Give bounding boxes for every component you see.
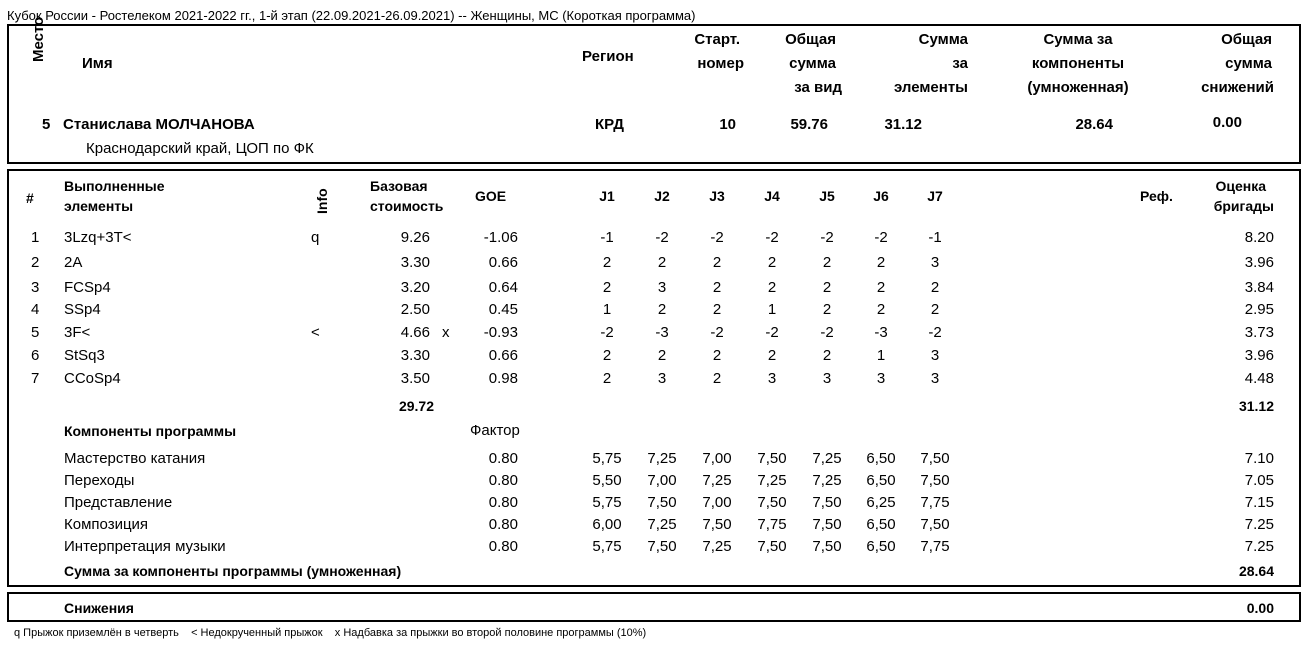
start-header-1: Старт. xyxy=(694,31,740,48)
elements-header-2: элементы xyxy=(64,198,134,214)
component-name: Мастерство катания xyxy=(64,450,206,467)
skater-club: Краснодарский край, ЦОП по ФК xyxy=(86,140,314,157)
goe-header: GOE xyxy=(475,188,507,204)
component-factor: 0.80 xyxy=(488,516,518,533)
element-judge-1: 2 xyxy=(602,254,612,271)
element-score: 3.96 xyxy=(1244,254,1274,271)
judge-header-3: J3 xyxy=(709,188,725,204)
component-judge-4: 7,75 xyxy=(757,516,787,533)
element-judge-7: -2 xyxy=(928,324,942,341)
element-score: 3.84 xyxy=(1244,279,1274,296)
components-header: Компоненты программы xyxy=(64,423,237,439)
element-name: StSq3 xyxy=(64,347,105,364)
element-judge-3: 2 xyxy=(712,279,722,296)
element-judge-7: 2 xyxy=(930,279,940,296)
tss-header-3: за вид xyxy=(794,79,842,96)
component-factor: 0.80 xyxy=(488,472,518,489)
element-judge-1: 2 xyxy=(602,279,612,296)
element-judge-3: 2 xyxy=(712,254,722,271)
component-judge-2: 7,25 xyxy=(647,516,677,533)
element-judge-4: 2 xyxy=(767,254,777,271)
element-judge-3: 2 xyxy=(712,301,722,318)
skater-rank: 5 xyxy=(42,116,51,133)
tes-header-2: за xyxy=(952,55,968,72)
skater-tss: 59.76 xyxy=(790,116,828,133)
element-judge-1: -2 xyxy=(600,324,614,341)
element-judge-6: 2 xyxy=(876,254,886,271)
element-num: 3 xyxy=(31,279,40,296)
element-num: 5 xyxy=(31,324,40,341)
component-judge-6: 6,50 xyxy=(866,450,896,467)
deductions-score: 0.00 xyxy=(1246,600,1274,616)
tes-header-1: Сумма xyxy=(918,31,968,48)
element-goe: 0.66 xyxy=(488,347,518,364)
element-judge-4: -2 xyxy=(765,324,779,341)
component-judge-4: 7,50 xyxy=(757,538,787,555)
element-judge-2: 2 xyxy=(657,301,667,318)
element-judge-1: 2 xyxy=(602,370,612,387)
element-num: 1 xyxy=(31,229,40,246)
component-judge-1: 5,50 xyxy=(592,472,622,489)
element-judge-2: 2 xyxy=(657,347,667,364)
element-judge-6: 2 xyxy=(876,301,886,318)
component-judge-3: 7,25 xyxy=(702,538,732,555)
element-judge-1: -1 xyxy=(600,229,614,246)
component-judge-4: 7,25 xyxy=(757,472,787,489)
tss-header-2: сумма xyxy=(789,55,836,72)
component-name: Композиция xyxy=(64,516,149,533)
ded-header-3: снижений xyxy=(1201,79,1274,96)
pcs-header-3: (умноженная) xyxy=(1027,79,1129,96)
element-judge-7: -1 xyxy=(928,229,942,246)
element-judge-5: -2 xyxy=(820,324,834,341)
judge-header-2: J2 xyxy=(654,188,670,204)
element-judge-7: 3 xyxy=(930,254,940,271)
component-score: 7.25 xyxy=(1244,538,1274,555)
component-judge-5: 7,50 xyxy=(812,538,842,555)
skater-start-no: 10 xyxy=(719,116,736,133)
skater-name: Станислава МОЛЧАНОВА xyxy=(63,116,255,133)
judge-header-5: J5 xyxy=(819,188,835,204)
element-judge-4: 3 xyxy=(767,370,777,387)
tes-header-3: элементы xyxy=(893,79,968,96)
judge-header-6: J6 xyxy=(873,188,889,204)
component-judge-5: 7,50 xyxy=(812,516,842,533)
element-name: 2A xyxy=(64,254,83,271)
component-judge-6: 6,50 xyxy=(866,516,896,533)
element-judge-1: 2 xyxy=(602,347,612,364)
component-judge-5: 7,50 xyxy=(812,494,842,511)
element-name: 3F< xyxy=(64,324,91,341)
element-judge-6: -2 xyxy=(874,229,888,246)
component-judge-3: 7,25 xyxy=(702,472,732,489)
element-num: 7 xyxy=(31,370,40,387)
component-factor: 0.80 xyxy=(488,494,518,511)
element-goe: 0.66 xyxy=(488,254,518,271)
num-header: # xyxy=(26,190,34,206)
element-judge-2: 3 xyxy=(657,279,667,296)
component-judge-1: 5,75 xyxy=(592,494,622,511)
element-num: 6 xyxy=(31,347,40,364)
component-judge-6: 6,50 xyxy=(866,472,896,489)
element-num: 4 xyxy=(31,301,40,318)
component-name: Представление xyxy=(64,494,173,511)
element-judge-4: 1 xyxy=(767,301,777,318)
element-base: 9.26 xyxy=(400,229,430,246)
deductions-box xyxy=(7,592,1301,622)
deductions-label: Снижения xyxy=(64,600,134,616)
element-score: 3.96 xyxy=(1244,347,1274,364)
element-judge-2: -3 xyxy=(655,324,669,341)
element-judge-5: -2 xyxy=(820,229,834,246)
skater-ded: 0.00 xyxy=(1212,114,1242,131)
component-judge-7: 7,75 xyxy=(920,494,950,511)
element-judge-4: 2 xyxy=(767,347,777,364)
component-judge-2: 7,00 xyxy=(647,472,677,489)
component-judge-1: 6,00 xyxy=(592,516,622,533)
components-total-label: Сумма за компоненты программы (умноженная) xyxy=(64,563,402,579)
element-goe: 0.64 xyxy=(488,279,518,296)
component-judge-2: 7,50 xyxy=(647,538,677,555)
element-judge-6: 3 xyxy=(876,370,886,387)
skater-pcs: 28.64 xyxy=(1075,116,1113,133)
element-judge-2: -2 xyxy=(655,229,669,246)
start-header-2: номер xyxy=(697,55,744,72)
component-score: 7.25 xyxy=(1244,516,1274,533)
component-name: Переходы xyxy=(64,472,135,489)
elements-total-base: 29.72 xyxy=(398,398,434,414)
element-judge-5: 2 xyxy=(822,301,832,318)
element-base: 3.30 xyxy=(400,254,430,271)
element-goe: 0.98 xyxy=(488,370,518,387)
element-bonus-mark: x xyxy=(442,324,450,341)
element-num: 2 xyxy=(31,254,40,271)
component-judge-6: 6,50 xyxy=(866,538,896,555)
element-judge-6: 2 xyxy=(876,279,886,296)
component-score: 7.10 xyxy=(1244,450,1274,467)
element-judge-5: 2 xyxy=(822,347,832,364)
element-judge-5: 3 xyxy=(822,370,832,387)
skater-region: КРД xyxy=(595,116,624,133)
elements-header-1: Выполненные xyxy=(64,178,165,194)
component-judge-3: 7,00 xyxy=(702,450,732,467)
component-judge-3: 7,00 xyxy=(702,494,732,511)
element-judge-7: 2 xyxy=(930,301,940,318)
element-score: 4.48 xyxy=(1244,370,1274,387)
element-judge-6: -3 xyxy=(874,324,888,341)
element-judge-3: -2 xyxy=(710,229,724,246)
protocol-title: Кубок России - Ростелеком 2021-2022 гг., 1-й этап (22.09.2021-26.09.2021) -- Женщины, МС (Короткая программа) xyxy=(7,8,696,23)
element-judge-1: 1 xyxy=(602,301,612,318)
panel-header-2: бригады xyxy=(1213,198,1274,214)
component-score: 7.05 xyxy=(1244,472,1274,489)
component-judge-2: 7,50 xyxy=(647,494,677,511)
component-judge-3: 7,50 xyxy=(702,516,732,533)
component-judge-1: 5,75 xyxy=(592,538,622,555)
component-factor: 0.80 xyxy=(488,538,518,555)
element-base: 3.30 xyxy=(400,347,430,364)
factor-header: Фактор xyxy=(470,422,520,439)
element-name: SSp4 xyxy=(64,301,101,318)
component-name: Интерпретация музыки xyxy=(64,538,226,555)
element-base: 3.20 xyxy=(400,279,430,296)
element-score: 8.20 xyxy=(1244,229,1274,246)
element-judge-4: -2 xyxy=(765,229,779,246)
rank-header-label: Место xyxy=(30,16,47,62)
tss-header-1: Общая xyxy=(785,31,836,48)
element-judge-3: -2 xyxy=(710,324,724,341)
panel-header-1: Оценка xyxy=(1215,178,1266,194)
region-header: Регион xyxy=(582,48,634,65)
element-judge-3: 2 xyxy=(712,370,722,387)
element-base: 4.66 xyxy=(400,324,430,341)
judge-header-4: J4 xyxy=(764,188,780,204)
element-goe: -1.06 xyxy=(483,229,518,246)
element-judge-5: 2 xyxy=(822,279,832,296)
element-judge-3: 2 xyxy=(712,347,722,364)
components-total-score: 28.64 xyxy=(1238,563,1274,579)
element-base: 2.50 xyxy=(400,301,430,318)
element-goe: 0.45 xyxy=(488,301,518,318)
element-score: 3.73 xyxy=(1244,324,1274,341)
element-name: CCoSp4 xyxy=(64,370,121,387)
skater-tes: 31.12 xyxy=(884,116,922,133)
info-header-label: Info xyxy=(314,188,330,214)
name-header: Имя xyxy=(82,55,113,72)
component-judge-6: 6,25 xyxy=(866,494,896,511)
component-judge-5: 7,25 xyxy=(812,472,842,489)
component-judge-7: 7,50 xyxy=(920,450,950,467)
footnote: q Прыжок приземлён в четверть < Недокрученный прыжок x Надбавка за прыжки во второй половине программы (10%) xyxy=(14,627,647,639)
base-header-1: Базовая xyxy=(370,178,428,194)
element-goe: -0.93 xyxy=(483,324,518,341)
element-name: FCSp4 xyxy=(64,279,111,296)
component-judge-4: 7,50 xyxy=(757,494,787,511)
component-judge-7: 7,50 xyxy=(920,516,950,533)
ded-header-1: Общая xyxy=(1221,31,1272,48)
component-factor: 0.80 xyxy=(488,450,518,467)
element-judge-7: 3 xyxy=(930,347,940,364)
pcs-header-1: Сумма за xyxy=(1043,31,1113,48)
base-header-2: стоимость xyxy=(370,198,444,214)
element-base: 3.50 xyxy=(400,370,430,387)
rank-header xyxy=(27,16,57,96)
component-judge-2: 7,25 xyxy=(647,450,677,467)
element-info: < xyxy=(311,324,320,341)
component-judge-4: 7,50 xyxy=(757,450,787,467)
element-judge-2: 2 xyxy=(657,254,667,271)
element-name: 3Lzq+3T< xyxy=(64,229,132,246)
component-judge-1: 5,75 xyxy=(592,450,622,467)
pcs-header-2: компоненты xyxy=(1031,55,1125,72)
element-judge-2: 3 xyxy=(657,370,667,387)
component-judge-7: 7,75 xyxy=(920,538,950,555)
ded-header-2: сумма xyxy=(1225,55,1272,72)
element-judge-5: 2 xyxy=(822,254,832,271)
component-judge-5: 7,25 xyxy=(812,450,842,467)
judge-header-1: J1 xyxy=(599,188,615,204)
element-score: 2.95 xyxy=(1244,301,1274,318)
elements-total-score: 31.12 xyxy=(1238,398,1274,414)
element-judge-6: 1 xyxy=(876,347,886,364)
element-judge-4: 2 xyxy=(767,279,777,296)
judge-header-7: J7 xyxy=(927,188,943,204)
ref-header: Реф. xyxy=(1140,188,1173,204)
component-judge-7: 7,50 xyxy=(920,472,950,489)
element-info: q xyxy=(311,229,320,246)
element-judge-7: 3 xyxy=(930,370,940,387)
component-score: 7.15 xyxy=(1244,494,1274,511)
